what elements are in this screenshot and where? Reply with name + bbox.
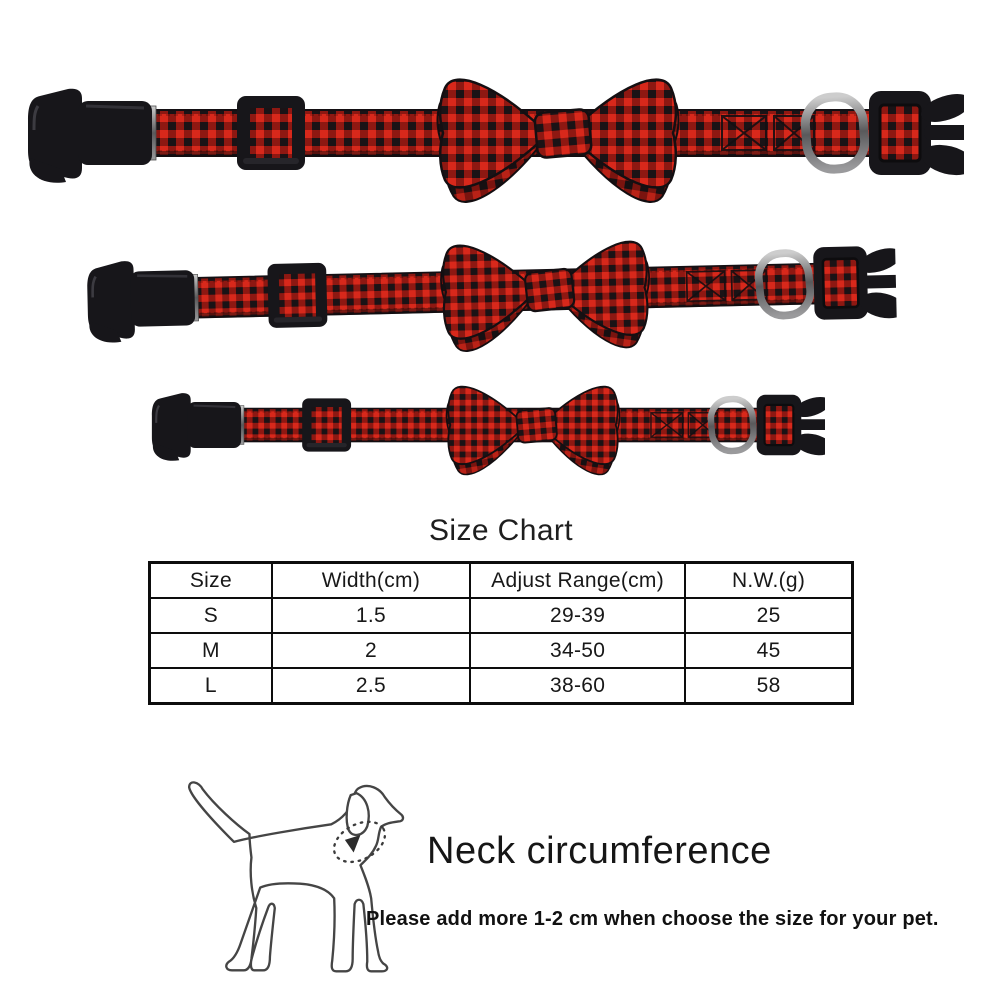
cell-range: 29-39 <box>470 598 685 633</box>
size-chart-table <box>148 561 854 705</box>
table-row <box>150 633 853 668</box>
cell-width: 2.5 <box>272 668 470 704</box>
size-selection-note: Please add more 1-2 cm when choose the size for your pet. <box>366 908 939 930</box>
column-header-weight: N.W.(g) <box>685 563 852 599</box>
cell-size: M <box>150 633 272 668</box>
neck-circumference-heading: Neck circumference <box>427 830 772 872</box>
collar-small-image <box>149 371 825 479</box>
cell-size: S <box>150 598 272 633</box>
cell-width: 2 <box>272 633 470 668</box>
cell-range: 34-50 <box>470 633 685 668</box>
table-row <box>150 668 853 704</box>
table-row <box>150 598 853 633</box>
cell-weight: 58 <box>685 668 852 704</box>
cell-width: 1.5 <box>272 598 470 633</box>
column-header-size: Size <box>150 563 272 599</box>
cell-weight: 25 <box>685 598 852 633</box>
column-header-range: Adjust Range(cm) <box>470 563 685 599</box>
collar-large-image <box>24 58 964 208</box>
cell-range: 38-60 <box>470 668 685 704</box>
cell-size: L <box>150 668 272 704</box>
cell-weight: 45 <box>685 633 852 668</box>
neck-measure-arrow-icon <box>345 835 361 853</box>
dog-outline-icon <box>158 756 450 990</box>
size-chart-title: Size Chart <box>428 514 574 547</box>
collar-medium-image <box>83 217 898 365</box>
column-header-width: Width(cm) <box>272 563 470 599</box>
table-header-row <box>150 563 853 599</box>
